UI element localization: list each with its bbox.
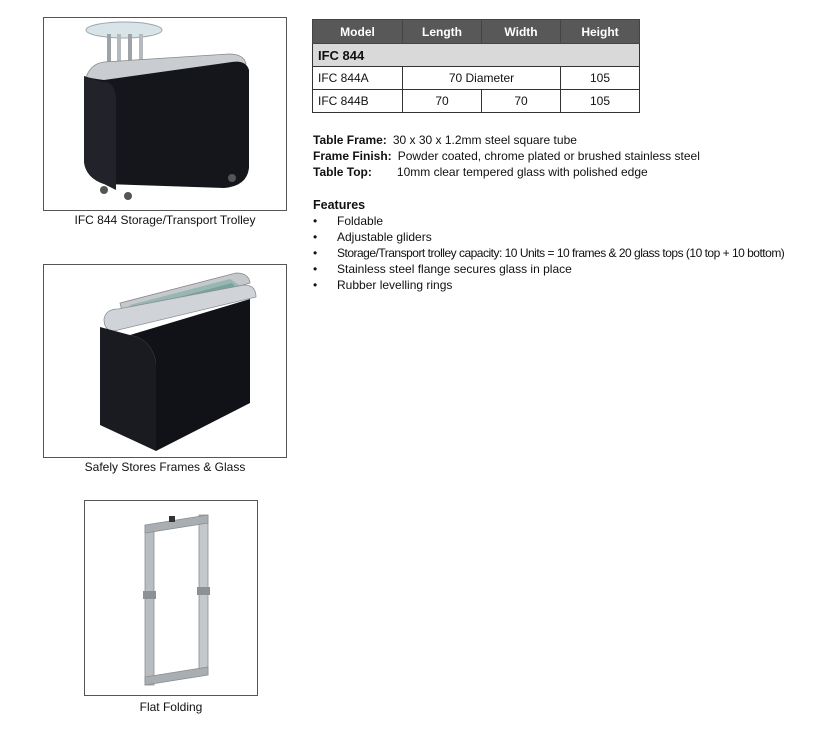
col-height: Height [561,20,640,44]
spec-table [312,19,640,113]
spec-value: 10mm clear tempered glass with polished edge [396,165,648,179]
spec-row [313,164,700,180]
col-model: Model [313,20,403,44]
row-height: 105 [561,90,640,113]
list-item: • Storage/Transport trolley capacity: 10 Units = 10 frames & 20 glass tops (10 top + 10 bottom) [313,246,785,260]
spec-row [313,132,700,148]
storage-trolley-open-with-glass-icon [44,265,286,457]
storage-trolley-with-glass-top-icon [44,18,286,210]
col-length: Length [403,20,482,44]
open-trolley-caption: Safely Stores Frames & Glass [84,460,246,474]
row-model: IFC 844B [313,90,403,113]
row-length-width: 70 Diameter [403,67,561,90]
list-item: • Foldable [313,214,384,228]
table-header-row [313,20,640,44]
spec-list [313,132,700,180]
features-title: Features [313,198,366,212]
features-section [313,197,784,293]
row-width: 70 [482,90,561,113]
features-list [313,213,784,293]
spec-value: Powder coated, chrome plated or brushed stainless steel [397,149,700,163]
row-model: IFC 844A [313,67,403,90]
list-item: • Rubber levelling rings [313,278,453,292]
spec-value: 30 x 30 x 1.2mm steel square tube [392,133,577,147]
spec-label: Table Frame: [313,133,387,147]
spec-row [313,148,700,164]
list-item: • Stainless steel flange secures glass in place [313,262,572,276]
spec-label: Table Top: [313,165,372,179]
row-length: 70 [403,90,482,113]
group-label: IFC 844 [313,44,640,67]
folded-frame-caption: Flat Folding [139,700,203,714]
spec-label: Frame Finish: [313,149,392,163]
col-width: Width [482,20,561,44]
trolley-photo [43,17,287,211]
folded-frame-photo [84,500,258,696]
row-height: 105 [561,67,640,90]
folded-table-frame-icon [85,501,257,695]
table-row [313,67,640,90]
open-trolley-photo [43,264,287,458]
list-item: • Adjustable gliders [313,230,432,244]
table-group-row [313,44,640,67]
trolley-caption: IFC 844 Storage/Transport Trolley [74,213,256,227]
table-row [313,90,640,113]
